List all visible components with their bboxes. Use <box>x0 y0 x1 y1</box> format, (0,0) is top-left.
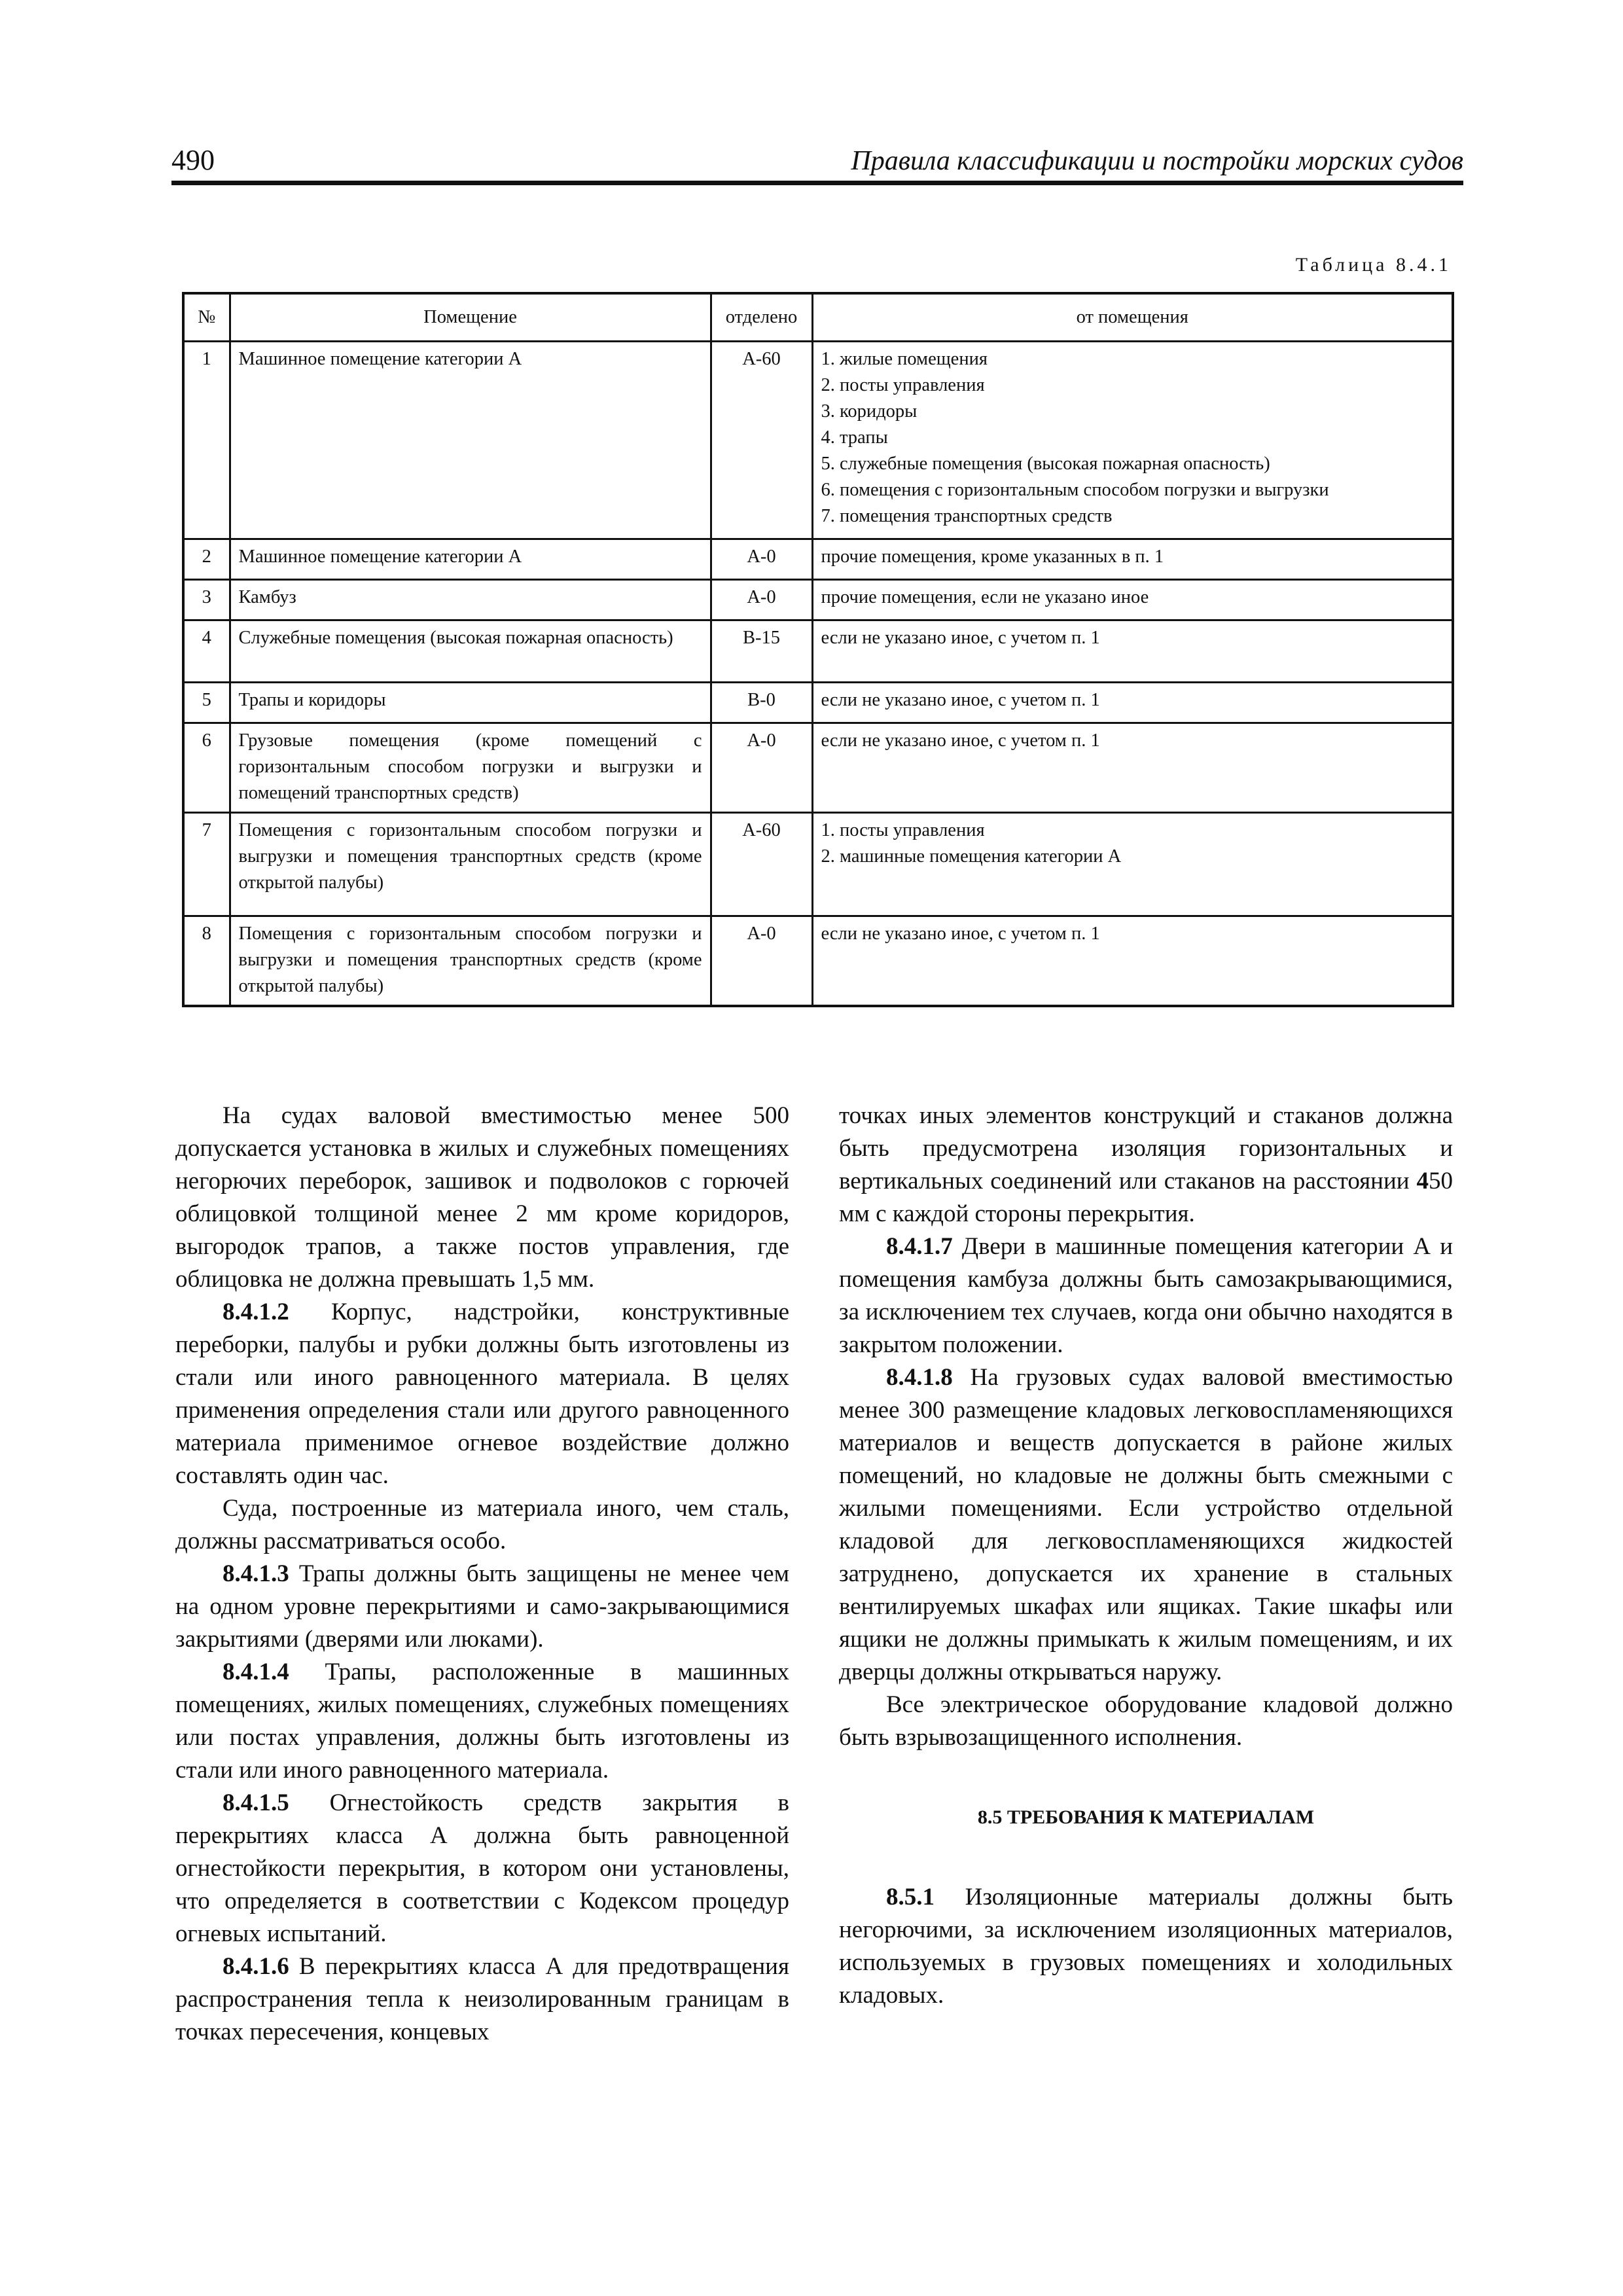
cell-from-rooms <box>812 539 1453 580</box>
table-row <box>183 539 1453 580</box>
cell-separation-class: В-0 <box>711 683 812 723</box>
cell-number: 8 <box>183 916 230 1007</box>
from-room-item: 5. служебные помещения (высокая пожарная опасность) <box>821 454 1270 474</box>
continuation-paragraph <box>839 1100 1453 1230</box>
paragraph-text: Изоляционные материалы должны быть негорючими, за исключением изоляционных материалов, используемых в грузовых помещениях и холодильных кладовых. <box>839 1884 1453 2009</box>
continuation-text-after: 50 мм с каждой стороны перекрытия. <box>839 1168 1453 1227</box>
cell-separation-class: А-0 <box>711 916 812 1007</box>
table-caption: Таблица 8.4.1 <box>1295 254 1452 276</box>
cell-room: Помещения с горизонтальным способом погрузки и выгрузки и помещения транспортных средств (кроме открытой палубы) <box>230 916 711 1007</box>
from-room-item: прочие помещения, если не указано иное <box>821 587 1149 607</box>
cell-number: 5 <box>183 683 230 723</box>
paragraph-number: 8.4.1.5 <box>223 1789 289 1816</box>
paragraph <box>839 1881 1453 2012</box>
left-text-column <box>175 1100 789 2049</box>
from-room-item: прочие помещения, кроме указанных в п. 1 <box>821 547 1164 567</box>
from-room-item: 7. помещения транспортных средств <box>821 506 1113 526</box>
cell-room: Машинное помещение категории А <box>230 539 711 580</box>
cell-from-rooms <box>812 723 1453 813</box>
table-row <box>183 723 1453 813</box>
cell-room: Камбуз <box>230 580 711 620</box>
from-room-item: 2. посты управления <box>821 375 985 395</box>
cell-from-rooms <box>812 342 1453 539</box>
from-room-item: если не указано иное, с учетом п. 1 <box>821 628 1100 648</box>
cell-separation-class: А-0 <box>711 580 812 620</box>
paragraph-text: Трапы, расположенные в машинных помещениях, жилых помещениях, служебных помещениях или постах управления, должны быть изготовлены из стали или иного равноценного материала. <box>175 1659 789 1784</box>
paragraph-number: 8.4.1.7 <box>886 1233 953 1260</box>
column-header-from-room: от помещения <box>812 293 1453 342</box>
paragraph <box>839 1361 1453 1689</box>
paragraph-number: 8.4.1.3 <box>223 1560 289 1587</box>
from-room-item: 1. жилые помещения <box>821 349 988 369</box>
cell-number: 7 <box>183 813 230 916</box>
cell-from-rooms <box>812 813 1453 916</box>
paragraph-text: На грузовых судах валовой вместимостью менее 300 размещение кладовых легковоспламеняющихся материалов и веществ допускается в районе жилых помещений, но кладовые не должны быть смежными с жилыми помещениями. Если устройство отдельной кладовой для легковоспламеняющихся жидкостей затруднено, допускается их хранение в стальных вентилируемых шкафах или ящиках. Такие шкафы или ящики не должны примыкать к жилым помещениям, и их дверцы должны открываться наружу. <box>839 1364 1454 1685</box>
from-room-item: 3. коридоры <box>821 401 918 422</box>
paragraph-text: Двери в машинные помещения категории А и помещения камбуза должны быть самозакрывающимися, за исключением тех случаев, когда они обычно находятся в закрытом положении. <box>839 1233 1453 1358</box>
running-title: Правила классификации и постройки морских судов <box>851 146 1463 176</box>
paragraph-text: Корпус, надстройки, конструктивные переборки, палубы и рубки должны быть изготовлены из стали или иного равноценного материала. В целях применения определения стали или другого равноценного материала применимое огневое воздействие должно составлять один час. <box>175 1299 789 1489</box>
cell-number: 6 <box>183 723 230 813</box>
cell-separation-class: В-15 <box>711 620 812 683</box>
paragraph-number: 8.5.1 <box>886 1884 935 1910</box>
paragraph <box>839 1689 1453 1754</box>
paragraph-text: Все электрическое оборудование кладовой должно быть взрывозащищенного исполнения. <box>839 1691 1453 1751</box>
column-header-room: Помещение <box>230 293 711 342</box>
table-header-row <box>183 293 1453 342</box>
cell-number: 2 <box>183 539 230 580</box>
cell-separation-class: А-0 <box>711 723 812 813</box>
table-row <box>183 580 1453 620</box>
cell-room: Помещения с горизонтальным способом погрузки и выгрузки и помещения транспортных средств (кроме открытой палубы) <box>230 813 711 916</box>
paragraph-text: Огнестойкость средств закрытия в перекрытиях класса А должна быть равноценной огнестойкости перекрытия, в котором они установлены, что определяется в соответствии с Кодексом процедур огневых испытаний. <box>175 1789 789 1947</box>
right-paragraph-group <box>839 1230 1453 1754</box>
cell-separation-class: А-60 <box>711 342 812 539</box>
paragraph-text: Трапы должны быть защищены не менее чем на одном уровне перекрытиями и само-закрывающимися закрытиями (дверями или люками). <box>175 1560 789 1653</box>
table-row <box>183 342 1453 539</box>
table-body <box>183 342 1453 1007</box>
cell-number: 4 <box>183 620 230 683</box>
cell-room: Трапы и коридоры <box>230 683 711 723</box>
paragraph <box>175 1492 789 1558</box>
paragraph <box>175 1296 789 1492</box>
from-room-item: 2. машинные помещения категории А <box>821 846 1122 867</box>
from-room-item: 4. трапы <box>821 427 888 448</box>
paragraph <box>175 1558 789 1656</box>
paragraph <box>175 1656 789 1787</box>
cell-number: 3 <box>183 580 230 620</box>
cell-room: Грузовые помещения (кроме помещений с горизонтальным способом погрузки и выгрузки и помещений транспортных средств) <box>230 723 711 813</box>
fire-separation-table <box>182 292 1454 1007</box>
column-header-separated: отделено <box>711 293 812 342</box>
paragraph <box>175 1950 789 2049</box>
from-room-item: если не указано иное, с учетом п. 1 <box>821 730 1100 751</box>
cell-room: Служебные помещения (высокая пожарная опасность) <box>230 620 711 683</box>
paragraph-text: В перекрытиях класса А для предотвращения распространения тепла к неизолированным границам в точках пересечения, концевых <box>175 1953 789 2045</box>
paragraph-number: 8.4.1.6 <box>223 1953 289 1980</box>
paragraph-text: На судах валовой вместимостью менее 500 допускается установка в жилых и служебных помещениях негорючих переборок, зашивок и подволоков с горючей облицовкой толщиной менее 2 мм кроме коридоров, выгородок трапов, а также постов управления, где облицовка не должна превышать 1,5 мм. <box>175 1102 789 1293</box>
paragraph <box>175 1100 789 1296</box>
from-room-item: если не указано иное, с учетом п. 1 <box>821 690 1100 710</box>
right-text-column <box>839 1100 1453 2012</box>
cell-room: Машинное помещение категории А <box>230 342 711 539</box>
cell-from-rooms <box>812 620 1453 683</box>
column-header-number: № <box>183 293 230 342</box>
table-row <box>183 813 1453 916</box>
table-row <box>183 683 1453 723</box>
paragraph <box>839 1230 1453 1361</box>
section-heading: 8.5 ТРЕБОВАНИЯ К МАТЕРИАЛАМ <box>977 1806 1315 1828</box>
cell-separation-class: А-0 <box>711 539 812 580</box>
page-header <box>171 143 1463 185</box>
from-room-item: 1. посты управления <box>821 820 985 840</box>
from-room-item: 6. помещения с горизонтальным способом погрузки и выгрузки <box>821 480 1329 500</box>
paragraph-number: 8.4.1.4 <box>223 1659 289 1685</box>
from-room-item: если не указано иное, с учетом п. 1 <box>821 924 1100 944</box>
cell-number: 1 <box>183 342 230 539</box>
table-row <box>183 620 1453 683</box>
cell-from-rooms <box>812 916 1453 1007</box>
paragraph-number: 8.4.1.8 <box>886 1364 953 1391</box>
cell-separation-class: А-60 <box>711 813 812 916</box>
paragraph <box>175 1787 789 1950</box>
table-row <box>183 916 1453 1007</box>
continuation-text-bold: 4 <box>1416 1168 1429 1194</box>
paragraph-number: 8.4.1.2 <box>223 1299 289 1325</box>
cell-from-rooms <box>812 683 1453 723</box>
continuation-text-before: точках иных элементов конструкций и стаканов должна быть предусмотрена изоляция горизонтальных и вертикальных соединений или стаканов на расстоянии <box>839 1102 1453 1194</box>
page-number: 490 <box>171 144 215 176</box>
paragraph-text: Суда, построенные из материала иного, чем сталь, должны рассматриваться особо. <box>175 1495 789 1554</box>
cell-from-rooms <box>812 580 1453 620</box>
